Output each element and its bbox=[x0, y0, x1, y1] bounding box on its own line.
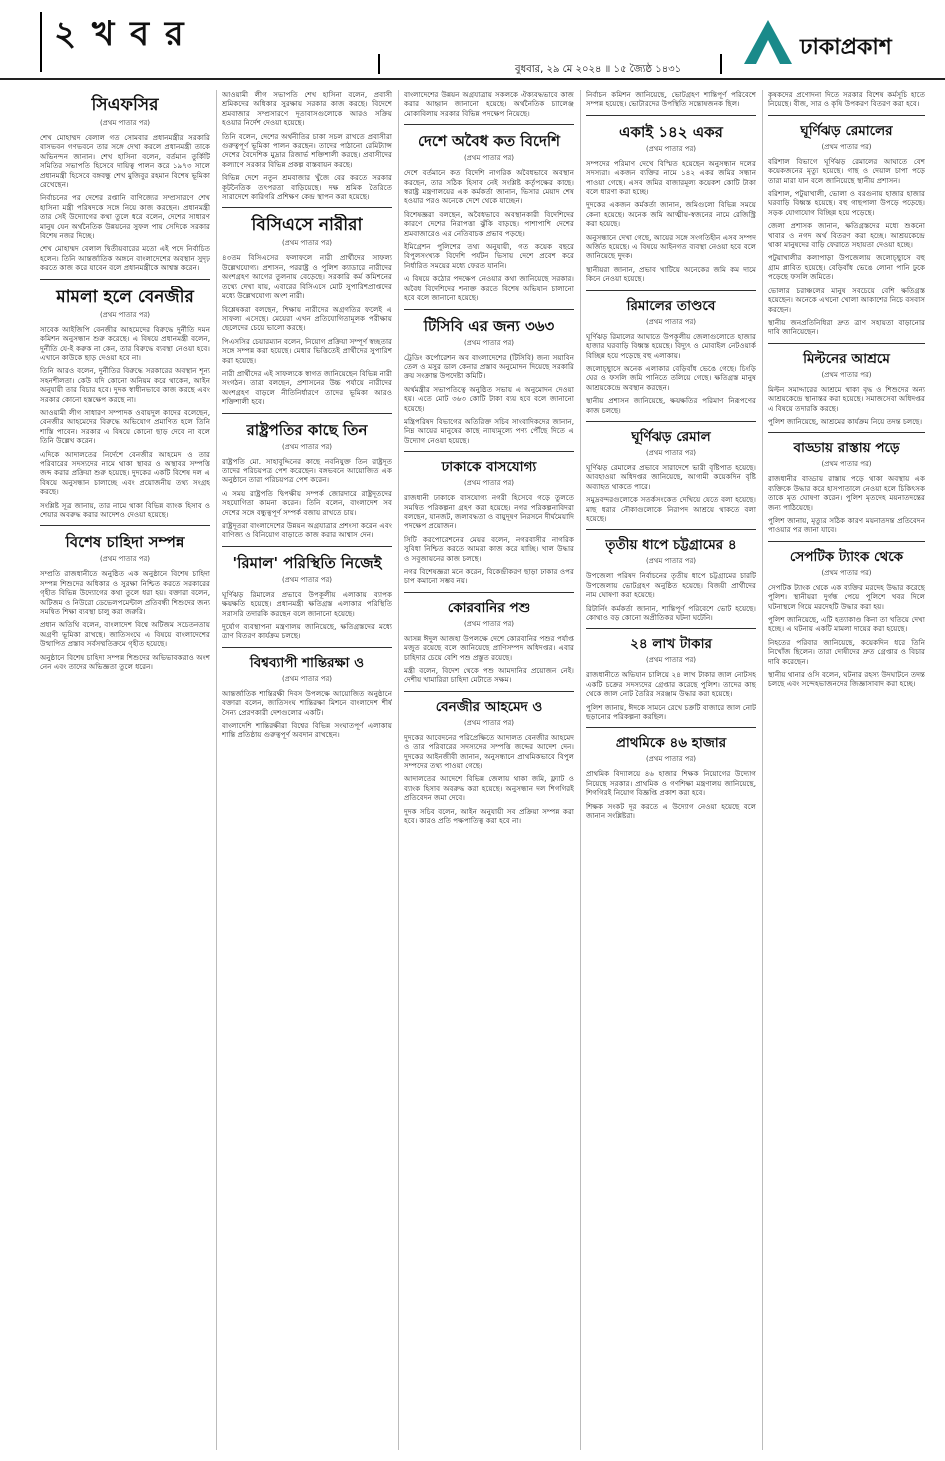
paragraph: শেখ মোহাম্মদ বেলাল দ্বিতীয়বারের মতো এই পদে নির্বাচিত হলেন। তিনি আন্তর্জাতিক অঙ্গনে বাংলাদেশের অবস্থান সুদৃঢ় করতে কাজ করে যাবেন বলে প্রধানমন্ত্রীকে আশ্বস্ত করেন। bbox=[40, 244, 210, 273]
column-divider bbox=[762, 90, 763, 1450]
headline: রিমালের তাণ্ডবে bbox=[626, 297, 716, 314]
continued-note: (প্রথম পাতার পর) bbox=[821, 460, 872, 469]
section-divider bbox=[586, 290, 756, 291]
continued-note: (প্রথম পাতার পর) bbox=[645, 656, 697, 665]
headline: সেপটিক ট্যাংক থেকে bbox=[789, 548, 904, 565]
paragraph: এ বিষয়ে কঠোর পদক্ষেপ নেওয়ার কথা জানিয়েছে সরকার। অবৈধ বিদেশিদের শনাক্ত করতে বিশেষ অভিযান চালানো হবে বলে জানানো হয়েছে। bbox=[404, 274, 574, 303]
paragraph: আদালতের আদেশে বিভিন্ন জেলায় থাকা জমি, ফ্ল্যাট ও ব্যাংক হিসাব অবরুদ্ধ করা হয়েছে। অনুসন্ধান দল শিগগিরই প্রতিবেদন জমা দেবে। bbox=[404, 774, 574, 803]
paragraph: প্রধান অতিথি বলেন, বাংলাদেশ বিশ্বে অটিজম সচেতনতায় অগ্রণী ভূমিকা রাখছে। জাতিসংঘে এ বিষয়ে বাংলাদেশের উত্থাপিত প্রস্তাব সর্বসম্মতিক্রমে গৃহীত হয়েছে। bbox=[40, 620, 210, 649]
section-divider bbox=[222, 546, 392, 547]
continued-note: (প্রথম পাতার পর) bbox=[281, 239, 333, 248]
continued-note: (প্রথম পাতার পর) bbox=[281, 575, 333, 584]
headline: সিএফসির bbox=[91, 95, 159, 115]
section-divider bbox=[222, 647, 392, 648]
paragraph: পটুয়াখালীর কলাপাড়া উপজেলায় জলোচ্ছ্বাসে বহু গ্রাম প্লাবিত হয়েছে। বেড়িবাঁধ ভেঙে লোনা পানি ঢুকে পড়েছে ফসলি জমিতে। bbox=[768, 253, 925, 282]
continued-note: (প্রথম পাতার পর) bbox=[281, 674, 333, 683]
continued-note: (প্রথম পাতার পর) bbox=[99, 555, 151, 564]
paragraph: রাজধানী ঢাকাকে বাসযোগ্য নগরী হিসেবে গড়ে তুলতে সমন্বিত পরিকল্পনা গ্রহণ করা হয়েছে। নগর পরিকল্পনাবিদরা বলছেন, যানজট, জলাবদ্ধতা ও বায়ুদূষণ নিরসনে দীর্ঘমেয়াদি পদক্ষেপ প্রয়োজন। bbox=[404, 493, 574, 531]
paragraph: শেখ মোহাম্মদ বেলাল গত সোমবার প্রধানমন্ত্রীর সরকারি বাসভবন গণভবনে তার সঙ্গে দেখা করলে প্রধানমন্ত্রী তাকে অভিনন্দন জানান। শেখ হাসিনা বলেন, বর্তমান তুর্কিটি সমিতির সভাপতি হিসেবে দায়িত্ব পালন করে ১৯৭৩ সালে প্রধানমন্ত্রী হিসেবে বঙ্গবন্ধু শেখ মুজিবুর রহমান বিশেষ ভূমিকা রেখেছেন। bbox=[40, 133, 210, 190]
section-divider bbox=[404, 691, 574, 692]
paragraph: পুলিশ জানায়, ঈদকে সামনে রেখে চক্রটি বাজারে জাল নোট ছড়ানোর পরিকল্পনা করছিল। bbox=[586, 702, 756, 722]
paragraph: রাষ্ট্রপতি মো. সাহাবুদ্দিনের কাছে নবনিযুক্ত তিন রাষ্ট্রদূত তাদের পরিচয়পত্র পেশ করেছেন। বঙ্গভবনে আয়োজিত এক অনুষ্ঠানে তারা পরিচয়পত্র পেশ করেন। bbox=[222, 456, 392, 485]
column-4 bbox=[586, 90, 756, 1450]
paragraph: বিভিন্ন দেশে নতুন শ্রমবাজার খুঁজে বের করতে সরকার কূটনৈতিক তৎপরতা বাড়িয়েছে। দক্ষ শ্রমিক তৈরিতে সারাদেশে কারিগরি প্রশিক্ষণ কেন্দ্র স্থাপন করা হয়েছে। bbox=[222, 173, 392, 202]
masthead bbox=[0, 0, 945, 80]
paragraph: মিল্টন সমাদ্দারের আশ্রমে থাকা বৃদ্ধ ও শিশুদের অন্য আশ্রয়কেন্দ্রে স্থানান্তর করা হয়েছে। সমাজসেবা অধিদপ্তর এ বিষয়ে তদারকি করছে। bbox=[768, 384, 925, 413]
section-divider bbox=[40, 525, 210, 526]
continued-note: (প্রথম পাতার পর) bbox=[821, 370, 872, 379]
masthead-left-rule bbox=[40, 12, 42, 72]
paragraph: আওয়ামী লীগ সভাপতি শেখ হাসিনা বলেন, প্রবাসী শ্রমিকদের অধিকার সুরক্ষায় সরকার কাজ করছে। বিদেশে শ্রমবাজার সম্প্রসারণে দূতাবাসগুলোকে আরও সক্রিয় হওয়ার নির্দেশ দেওয়া হয়েছে। bbox=[222, 90, 392, 128]
section-divider bbox=[40, 279, 210, 280]
paragraph: অর্থমন্ত্রীর সভাপতিত্বে অনুষ্ঠিত সভায় এ অনুমোদন দেওয়া হয়। এতে মোট ৩৬৩ কোটি টাকা ব্যয় হবে বলে জানানো হয়েছে। bbox=[404, 384, 574, 413]
paragraph: বাংলাদেশের উন্নয়ন অগ্রযাত্রায় সকলকে ঐক্যবদ্ধভাবে কাজ করার আহ্বান জানানো হয়েছে। অর্থনৈতিক চ্যালেঞ্জ মোকাবিলায় সরকার বিভিন্ন পদক্ষেপ নিয়েছে। bbox=[404, 90, 574, 118]
paragraph: রাষ্ট্রদূতরা বাংলাদেশের উন্নয়ন অগ্রযাত্রার প্রশংসা করেন এবং বাণিজ্য ও বিনিয়োগ বাড়াতে কাজ করার আশ্বাস দেন। bbox=[222, 521, 392, 540]
headline: বিসিএসে নারীরা bbox=[251, 215, 363, 236]
continued-note: (প্রথম পাতার পর) bbox=[463, 619, 515, 628]
continued-note: (প্রথম পাতার পর) bbox=[645, 144, 697, 153]
issue-date: বুধবার, ২৯ মে ২০২৪ ॥ ১৫ জ্যৈষ্ঠ ১৪৩১ bbox=[515, 64, 682, 75]
paragraph: ৪৩তম বিসিএসের ফলাফলে নারী প্রার্থীদের সাফল্য উল্লেখযোগ্য। প্রশাসন, পররাষ্ট্র ও পুলিশ ক্যাডারে নারীদের অংশগ্রহণ আগের তুলনায় বেড়েছে। সরকারি কর্ম কমিশনের তথ্যে দেখা যায়, এবারের বিসিএসে মোট সুপারিশপ্রাপ্তদের মধ্যে উল্লেখযোগ্য অংশ নারী। bbox=[222, 253, 392, 301]
column-5 bbox=[768, 90, 925, 1450]
headline: প্রাথমিকে ৪৬ হাজার bbox=[615, 735, 727, 752]
continued-note: (প্রথম পাতার পর) bbox=[463, 718, 515, 727]
paragraph: সিটি করপোরেশনের মেয়র বলেন, নগরবাসীর নাগরিক সুবিধা নিশ্চিত করতে আমরা কাজ করে যাচ্ছি। খাল উদ্ধার ও সবুজায়নের কাজ চলছে। bbox=[404, 534, 574, 563]
continued-note: (প্রথম পাতার পর) bbox=[463, 154, 515, 163]
headline: কোরবানির পশু bbox=[447, 599, 531, 616]
headline: টিসিবি এর জন্য ৩৬৩ bbox=[423, 316, 555, 335]
continued-note: (প্রথম পাতার পর) bbox=[645, 557, 697, 566]
section-divider bbox=[768, 432, 925, 433]
paragraph: কৃষকদের প্রণোদনা দিতে সরকার বিশেষ কর্মসূচি হাতে নিয়েছে। বীজ, সার ও কৃষি উপকরণ বিতরণ করা হবে। bbox=[768, 90, 925, 109]
headline: রাষ্ট্রপতির কাছে তিন bbox=[246, 420, 368, 439]
paragraph: তিনি বলেন, দেশের অর্থনীতির চাকা সচল রাখতে প্রবাসীরা গুরুত্বপূর্ণ ভূমিকা পালন করছেন। তাদের পাঠানো রেমিট্যান্স দেশের বৈদেশিক মুদ্রার রিজার্ভ শক্তিশালী করছে। প্রবাসীদের কল্যাণে সরকার বিভিন্ন প্রকল্প বাস্তবায়ন করছে। bbox=[222, 131, 392, 169]
paragraph: নারী প্রার্থীদের এই সাফল্যকে স্বাগত জানিয়েছেন বিভিন্ন নারী সংগঠন। তারা বলছেন, প্রশাসনের উচ্চ পর্যায়ে নারীদের অংশগ্রহণ বাড়লে নীতিনির্ধারণে তাদের ভূমিকা আরও শক্তিশালী হবে। bbox=[222, 368, 392, 407]
headline: ২৪ লাখ টাকার bbox=[630, 636, 712, 653]
paragraph: রিটার্নিং কর্মকর্তা জানান, শান্তিপূর্ণ পরিবেশে ভোট হয়েছে। কোথাও বড় কোনো অপ্রীতিকর ঘটনা ঘটেনি। bbox=[586, 603, 756, 622]
headline: বাড্ডায় রাস্তায় পড়ে bbox=[793, 440, 900, 457]
paragraph: নগর বিশেষজ্ঞরা মনে করেন, বিকেন্দ্রীকরণ ছাড়া ঢাকার ওপর চাপ কমানো সম্ভব নয়। bbox=[404, 567, 574, 586]
headline: বেনজীর আহমেদ ও bbox=[435, 698, 543, 715]
section-divider bbox=[586, 421, 756, 422]
paragraph: স্থানীয় থানার ওসি বলেন, ঘটনার রহস্য উদঘাটনে তদন্ত চলছে এবং সন্দেহভাজনদের জিজ্ঞাসাবাদ করা হচ্ছে। bbox=[768, 670, 925, 689]
headline: বিশ্বব্যাপী শান্তিরক্ষা ও bbox=[249, 654, 365, 671]
headline: একাই ১৪২ একর bbox=[619, 122, 723, 141]
newspaper-page bbox=[40, 90, 925, 1450]
continued-note: (প্রথম পাতার পর) bbox=[99, 310, 151, 319]
paragraph: দুদকের আবেদনের পরিপ্রেক্ষিতে আদালত বেনজীর আহমেদ ও তার পরিবারের সদস্যদের সম্পত্তি জব্দের আদেশ দেন। দুদকের আইনজীবী জানান, অনুসন্ধানে প্রাথমিকভাবে বিপুল সম্পদের তথ্য পাওয়া গেছে। bbox=[404, 732, 574, 771]
paragraph: দেশে বর্তমানে কত বিদেশি নাগরিক অবৈধভাবে অবস্থান করছেন, তার সঠিক হিসাব নেই সংশ্লিষ্ট কর্তৃপক্ষের কাছে। স্বরাষ্ট্র মন্ত্রণালয়ের এক কর্মকর্তা জানান, ভিসার মেয়াদ শেষ হওয়ার পরও অনেকে দেশে থেকে যাচ্ছেন। bbox=[404, 168, 574, 206]
headline: 'রিমাল' পরিস্থিতি নিজেই bbox=[232, 553, 382, 572]
paragraph: নির্বাচনের পর দেশের রপ্তানি বাণিজ্যের সম্প্রসারণে শেখ হাসিনা মন্ত্রী পরিষদকে সঙ্গে নিয়ে কাজ করছেন। প্রধানমন্ত্রী তার সেই উদ্যোগের কথা তুলে ধরে বলেন, দেশের সাধারণ মানুষ যেন অর্থনৈতিক উন্নয়নের সুফল পায় সেদিকে সরকার বিশেষ নজর দিচ্ছে। bbox=[40, 193, 210, 241]
column-divider bbox=[216, 90, 217, 1450]
paragraph: স্থানীয়রা জানান, প্রভাব খাটিয়ে অনেকের জমি কম দামে কিনে নেওয়া হয়েছে। bbox=[586, 264, 756, 284]
paragraph: নির্বাচন কমিশন জানিয়েছে, ভোটগ্রহণ শান্তিপূর্ণ পরিবেশে সম্পন্ন হয়েছে। ভোটারদের উপস্থিতি সন্তোষজনক ছিল। bbox=[586, 90, 756, 109]
paragraph: সমুদ্রবন্দরগুলোকে সতর্কসংকেত দেখিয়ে যেতে বলা হয়েছে। মাছ ধরার নৌকাগুলোকে নিরাপদ আশ্রয়ে থাকতে বলা হয়েছে। bbox=[586, 495, 756, 523]
headline: ঘূর্ণিঝড় রেমাল bbox=[631, 428, 711, 445]
continued-note: (প্রথম পাতার পর) bbox=[463, 479, 515, 488]
paragraph: উপজেলা পরিষদ নির্বাচনের তৃতীয় ধাপে চট্টগ্রামের চারটি উপজেলায় ভোটগ্রহণ অনুষ্ঠিত হয়েছে। বিজয়ী প্রার্থীদের নাম ঘোষণা করা হয়েছে। bbox=[586, 571, 756, 600]
paragraph: সংশ্লিষ্ট সূত্র জানায়, তার নামে থাকা বিভিন্ন ব্যাংক হিসাব ও শেয়ার অবরুদ্ধ করার আদেশও দেওয়া হয়েছে। bbox=[40, 500, 210, 519]
masthead-divider bbox=[720, 54, 722, 74]
headline: মামলা হলে বেনজীর bbox=[56, 286, 194, 307]
paragraph: জেলা প্রশাসক জানান, ক্ষতিগ্রস্তদের মধ্যে শুকনো খাবার ও নগদ অর্থ বিতরণ করা হচ্ছে। আশ্রয়কেন্দ্রে থাকা মানুষদের বাড়ি ফেরাতে সহায়তা দেওয়া হচ্ছে। bbox=[768, 221, 925, 250]
headline: ঘূর্ণিঝড় রেমালের bbox=[800, 122, 893, 139]
paragraph: জলোচ্ছ্বাসে অনেক এলাকার বেড়িবাঁধ ভেঙে গেছে। চিংড়ি ঘের ও ফসলি জমি পানিতে তলিয়ে গেছে। ক্ষতিগ্রস্ত মানুষ আশ্রয়কেন্দ্রে অবস্থান করছেন। bbox=[586, 363, 756, 392]
paragraph: ঘূর্ণিঝড় রেমালের প্রভাবে সারাদেশে ভারী বৃষ্টিপাত হয়েছে। আবহাওয়া অধিদপ্তর জানিয়েছে, আগামী কয়েকদিন বৃষ্টি অব্যাহত থাকতে পারে। bbox=[586, 462, 756, 491]
paragraph: প্রাথমিক বিদ্যালয়ে ৪৬ হাজার শিক্ষক নিয়োগের উদ্যোগ নিয়েছে সরকার। প্রাথমিক ও গণশিক্ষা মন্ত্রণালয় জানিয়েছে, শিগগিরই নিয়োগ বিজ্ঞপ্তি প্রকাশ করা হবে। bbox=[586, 769, 756, 798]
page-section-title: ২ খ ব র bbox=[54, 14, 186, 54]
paragraph: দুদকের একজন কর্মকর্তা জানান, জমিগুলো বিভিন্ন সময়ে কেনা হয়েছে। অনেক জমি আত্মীয়-স্বজনের নামে রেজিস্ট্রি করা হয়েছে। bbox=[586, 200, 756, 229]
paragraph: ঘূর্ণিঝড় রিমালের প্রভাবে উপকূলীয় এলাকায় ব্যাপক ক্ষয়ক্ষতি হয়েছে। প্রধানমন্ত্রী ক্ষতিগ্রস্ত এলাকার পরিস্থিতি সরাসরি তদারকি করছেন বলে জানানো হয়েছে। bbox=[222, 589, 392, 618]
headline: দেশে অবৈধ কত বিদেশি bbox=[417, 132, 561, 151]
column-1 bbox=[40, 90, 210, 1450]
continued-note: (প্রথম পাতার পর) bbox=[645, 755, 697, 764]
continued-note: (প্রথম পাতার পর) bbox=[645, 448, 697, 457]
section-divider bbox=[586, 628, 756, 629]
section-divider bbox=[404, 592, 574, 593]
paragraph: আসন্ন ঈদুল আজহা উপলক্ষে দেশে কোরবানির পশুর পর্যাপ্ত মজুত রয়েছে বলে জানিয়েছে প্রাণিসম্পদ অধিদপ্তর। এবার চাহিদার চেয়ে বেশি পশু প্রস্তুত রয়েছে। bbox=[404, 633, 574, 662]
column-divider bbox=[580, 90, 581, 1450]
paragraph: নিহতের পরিবার জানিয়েছে, কয়েকদিন ধরে তিনি নিখোঁজ ছিলেন। তারা দোষীদের দ্রুত গ্রেপ্তার ও বিচার দাবি করেছেন। bbox=[768, 637, 925, 666]
section-divider bbox=[768, 115, 925, 116]
paragraph: সম্প্রতি রাজধানীতে অনুষ্ঠিত এক অনুষ্ঠানে বিশেষ চাহিদা সম্পন্ন শিশুদের অধিকার ও সুরক্ষা নিশ্চিত করতে সরকারের গৃহীত বিভিন্ন উদ্যোগের কথা তুলে ধরা হয়। বক্তারা বলেন, অটিজম ও নিউরো ডেভেলপমেন্টাল প্রতিবন্ধী শিশুদের জন্য সমন্বিত শিক্ষা ব্যবস্থা চালু করা জরুরি। bbox=[40, 569, 210, 617]
paragraph: অনুসন্ধানে দেখা গেছে, আয়ের সঙ্গে সংগতিহীন এসব সম্পদ অর্জিত হয়েছে। এ বিষয়ে আইনগত ব্যবস্থা নেওয়া হবে বলে জানিয়েছে দুদক। bbox=[586, 232, 756, 261]
paragraph: অনুষ্ঠানে বিশেষ চাহিদা সম্পন্ন শিশুদের অভিভাবকরাও অংশ নেন এবং তাদের অভিজ্ঞতা তুলে ধরেন। bbox=[40, 652, 210, 672]
paragraph: বাংলাদেশি শান্তিরক্ষীরা বিশ্বের বিভিন্ন সংঘাতপূর্ণ এলাকায় শান্তি প্রতিষ্ঠায় গুরুত্বপূর্ণ অবদান রাখছেন। bbox=[222, 721, 392, 740]
paragraph: এদিকে আদালতের নির্দেশে বেনজীর আহমেদ ও তার পরিবারের সদস্যদের নামে থাকা স্থাবর ও অস্থাবর সম্পত্তি জব্দ করার প্রক্রিয়া শুরু হয়েছে। দুদকের একটি বিশেষ দল এ বিষয়ে অনুসন্ধান চালাচ্ছে এবং প্রয়োজনীয় তথ্য সংগ্রহ করছে। bbox=[40, 449, 210, 497]
paragraph: আওয়ামী লীগ সাধারণ সম্পাদক ওবায়দুল কাদের বলেছেন, বেনজীর আহমেদের বিরুদ্ধে অভিযোগ প্রমাণিত হলে তিনি শাস্তি পাবেন। সরকার এ বিষয়ে কোনো ছাড় দেবে না বলে তিনি উল্লেখ করেন। bbox=[40, 407, 210, 446]
paragraph: দুর্যোগ ব্যবস্থাপনা মন্ত্রণালয় জানিয়েছে, ক্ষতিগ্রস্তদের মধ্যে ত্রাণ বিতরণ কার্যক্রম চলছে। bbox=[222, 622, 392, 641]
continued-note: (প্রথম পাতার পর) bbox=[281, 442, 333, 451]
paragraph: মন্ত্রী বলেন, বিদেশ থেকে পশু আমদানির প্রয়োজন নেই। দেশীয় খামারিরা চাহিদা মেটাতে সক্ষম। bbox=[404, 666, 574, 685]
newspaper-name: ঢাকাপ্রকাশ bbox=[800, 34, 892, 60]
paragraph: এ সময় রাষ্ট্রপতি দ্বিপক্ষীয় সম্পর্ক জোরদারে রাষ্ট্রদূতদের সহযোগিতা কামনা করেন। তিনি বলেন, বাংলাদেশ সব দেশের সঙ্গে বন্ধুত্বপূর্ণ সম্পর্ক বজায় রাখতে চায়। bbox=[222, 488, 392, 517]
continued-note: (প্রথম পাতার পর) bbox=[99, 119, 151, 127]
paragraph: সাবেক আইজিপি বেনজীর আহমেদের বিরুদ্ধে দুর্নীতি দমন কমিশন অনুসন্ধান শুরু করেছে। এ বিষয়ে প্রধানমন্ত্রী বলেন, দুর্নীতি যে-ই করুক না কেন, তার বিরুদ্ধে ব্যবস্থা নেওয়া হবে। এখানে কাউকে ছাড় দেওয়া হবে না। bbox=[40, 324, 210, 362]
section-divider bbox=[404, 124, 574, 125]
paragraph: সেপটিক ট্যাংক থেকে এক ব্যক্তির মরদেহ উদ্ধার করেছে পুলিশ। স্থানীয়রা দুর্গন্ধ পেয়ে পুলিশে খবর দিলে ঘটনাস্থলে গিয়ে মরদেহটি উদ্ধার করা হয়। bbox=[768, 582, 925, 611]
continued-note: (প্রথম পাতার পর) bbox=[463, 338, 515, 347]
section-divider bbox=[222, 413, 392, 414]
paragraph: পুলিশ জানিয়েছে, এটি হত্যাকাণ্ড কিনা তা খতিয়ে দেখা হচ্ছে। এ ঘটনায় একটি মামলা দায়ের করা হয়েছে। bbox=[768, 615, 925, 634]
section-divider bbox=[404, 451, 574, 452]
masthead-divider bbox=[378, 54, 380, 74]
paragraph: রাজধানীর বাড্ডায় রাস্তায় পড়ে থাকা অবস্থায় এক ব্যক্তিকে উদ্ধার করে হাসপাতালে নেওয়া হলে চিকিৎসক তাকে মৃত ঘোষণা করেন। পুলিশ মৃতদেহ ময়নাতদন্তের জন্য পাঠিয়েছে। bbox=[768, 474, 925, 512]
continued-note: (প্রথম পাতার পর) bbox=[821, 568, 872, 577]
paragraph: তিনি আরও বলেন, দুর্নীতির বিরুদ্ধে সরকারের অবস্থান শূন্য সহনশীলতা। কেউ যদি কোনো অনিয়ম করে থাকেন, আইন অনুযায়ী তার বিচার হবে। দুদক স্বাধীনভাবে কাজ করছে এবং সরকার কোনো হস্তক্ষেপ করছে না। bbox=[40, 366, 210, 404]
newspaper-logo-icon bbox=[740, 16, 796, 68]
paragraph: পিএসসির চেয়ারম্যান বলেন, নিয়োগ প্রক্রিয়া সম্পূর্ণ স্বচ্ছতার সঙ্গে সম্পন্ন করা হয়েছে। মেধার ভিত্তিতেই প্রার্থীদের সুপারিশ করা হয়েছে। bbox=[222, 336, 392, 365]
continued-note: (প্রথম পাতার পর) bbox=[821, 142, 872, 151]
paragraph: ইমিগ্রেশন পুলিশের তথ্য অনুযায়ী, গত কয়েক বছরে বিপুলসংখ্যক বিদেশি পর্যটন ভিসায় দেশে প্রবেশ করে নির্ধারিত সময়ের মধ্যে ফেরত যাননি। bbox=[404, 242, 574, 270]
section-divider bbox=[768, 343, 925, 344]
column-divider bbox=[398, 90, 399, 1450]
paragraph: ঘূর্ণিঝড় রিমালের আঘাতে উপকূলীয় জেলাগুলোতে হাজার হাজার ঘরবাড়ি বিধ্বস্ত হয়েছে। বিদ্যুৎ ও মোবাইল নেটওয়ার্ক বিচ্ছিন্ন হয়ে পড়েছে বহু এলাকায়। bbox=[586, 331, 756, 360]
column-2 bbox=[222, 90, 392, 1450]
section-divider bbox=[586, 529, 756, 530]
headline: ঢাকাকে বাসযোগ্য bbox=[441, 459, 537, 476]
headline: বিশেষ চাহিদা সম্পন্ন bbox=[65, 533, 185, 552]
paragraph: ট্রেডিং কর্পোরেশন অব বাংলাদেশের (টিসিবি) জন্য সয়াবিন তেল ও মসুর ডাল কেনার প্রস্তাব অনুমোদন দিয়েছে সরকারি ক্রয় সংক্রান্ত উপদেষ্টা কমিটি। bbox=[404, 352, 574, 381]
paragraph: মন্ত্রিপরিষদ বিভাগের অতিরিক্ত সচিব সাংবাদিকদের জানান, নিম্ন আয়ের মানুষের কাছে ন্যায্যমূল্যে পণ্য পৌঁছে দিতে এ উদ্যোগ নেওয়া হয়েছে। bbox=[404, 416, 574, 445]
paragraph: বিশেষজ্ঞরা বলছেন, অবৈধভাবে অবস্থানকারী বিদেশিদের কারণে দেশের নিরাপত্তা ঝুঁকি বাড়ছে। পাশাপাশি দেশের শ্রমবাজারেও এর নেতিবাচক প্রভাব পড়ছে। bbox=[404, 209, 574, 238]
paragraph: বরিশাল, পটুয়াখালী, ভোলা ও বরগুনায় হাজার হাজার ঘরবাড়ি বিধ্বস্ত হয়েছে। বহু গাছপালা উপড়ে পড়েছে। সড়ক যোগাযোগ বিচ্ছিন্ন হয়ে পড়েছে। bbox=[768, 189, 925, 217]
paragraph: শিক্ষক সংকট দূর করতে এ উদ্যোগ নেওয়া হয়েছে বলে জানান সংশ্লিষ্টরা। bbox=[586, 801, 756, 821]
paragraph: দুদক সচিব বলেন, আইন অনুযায়ী সব প্রক্রিয়া সম্পন্ন করা হবে। কারও প্রতি পক্ষপাতিত্ব করা হবে না। bbox=[404, 806, 574, 826]
paragraph: স্থানীয় জনপ্রতিনিধিরা দ্রুত ত্রাণ সহায়তা বাড়ানোর দাবি জানিয়েছেন। bbox=[768, 317, 925, 337]
section-divider bbox=[586, 115, 756, 116]
section-divider bbox=[404, 309, 574, 310]
paragraph: ভোলার চরাঞ্চলের মানুষ সবচেয়ে বেশি ক্ষতিগ্রস্ত হয়েছেন। অনেকে এখনো খোলা আকাশের নিচে বসবাস করছেন। bbox=[768, 285, 925, 314]
paragraph: রাজধানীতে অভিযান চালিয়ে ২৪ লাখ টাকার জাল নোটসহ একটি চক্রের সদস্যদের গ্রেপ্তার করেছে পুলিশ। তাদের কাছ থেকে জাল নোট তৈরির সরঞ্জাম উদ্ধার করা হয়েছে। bbox=[586, 670, 756, 699]
paragraph: বরিশাল বিভাগে ঘূর্ণিঝড় রেমালের আঘাতে বেশ কয়েকজনের মৃত্যু হয়েছে। গাছ ও দেয়াল চাপা পড়ে তারা মারা যান বলে জানিয়েছে স্থানীয় প্রশাসন। bbox=[768, 156, 925, 185]
continued-note: (প্রথম পাতার পর) bbox=[645, 317, 697, 326]
headline: তৃতীয় ধাপে চট্টগ্রামের ৪ bbox=[605, 537, 737, 554]
column-3 bbox=[404, 90, 574, 1450]
section-divider bbox=[768, 541, 925, 542]
paragraph: স্থানীয় প্রশাসন জানিয়েছে, ক্ষয়ক্ষতির পরিমাণ নিরূপণের কাজ চলছে। bbox=[586, 396, 756, 415]
paragraph: আন্তর্জাতিক শান্তিরক্ষী দিবস উপলক্ষে আয়োজিত অনুষ্ঠানে বক্তারা বলেন, জাতিসংঘ শান্তিরক্ষা মিশনে বাংলাদেশ শীর্ষ সৈন্য প্রেরণকারী দেশগুলোর একটি। bbox=[222, 688, 392, 717]
section-divider bbox=[586, 727, 756, 728]
paragraph: পুলিশ জানিয়েছে, আশ্রমের কার্যক্রম নিয়ে তদন্ত চলছে। bbox=[768, 416, 923, 426]
paragraph: পুলিশ জানায়, মৃত্যুর সঠিক কারণ ময়নাতদন্ত প্রতিবেদন পাওয়ার পর জানা যাবে। bbox=[768, 515, 925, 535]
headline: মিল্টনের আশ্রমে bbox=[803, 350, 890, 367]
paragraph: বিশ্লেষকরা বলছেন, শিক্ষায় নারীদের অগ্রগতির ফলেই এ সাফল্য এসেছে। মেয়েরা এখন প্রতিযোগিতামূলক পরীক্ষায় ছেলেদের চেয়ে ভালো করছে। bbox=[222, 304, 392, 333]
paragraph: সম্পদের পরিমাণ দেখে বিস্মিত হয়েছেন অনুসন্ধান দলের সদস্যরা। একজন ব্যক্তির নামে ১৪২ একর জমির সন্ধান পাওয়া গেছে। এসব জমির বাজারমূল্য কয়েকশ কোটি টাকা বলে ধারণা করা হচ্ছে। bbox=[586, 158, 756, 197]
section-divider bbox=[222, 207, 392, 208]
